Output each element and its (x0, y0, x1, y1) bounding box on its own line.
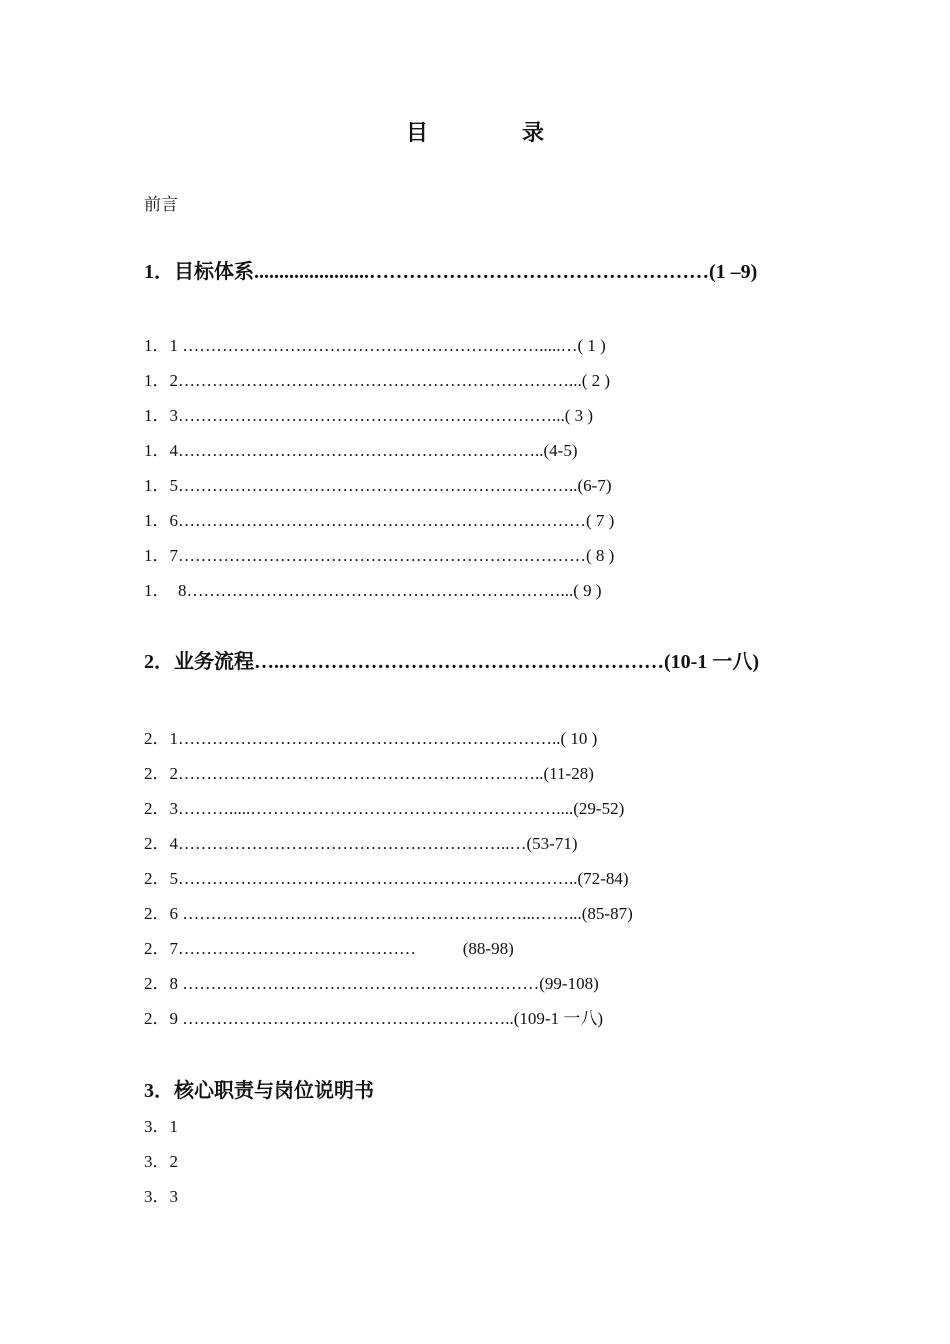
toc-entry: 2．5……………………………………………………………..(72-84) (144, 869, 629, 888)
toc-entry: 1．6………………………………………………………………( 7 ) (144, 511, 615, 530)
toc-entry: 1．4………………………………………………………..(4-5) (144, 441, 578, 460)
section-2-list (144, 728, 633, 1043)
toc-entry: 2．7…………………………………… (88-98) (144, 939, 514, 958)
toc-entry: 2．4…………………………………………………..…(53-71) (144, 834, 578, 853)
toc-entry: 1．2……………………………………………………………...( 2 ) (144, 371, 611, 390)
toc-entry: 2．1…………………………………………………………..( 10 ) (144, 729, 598, 748)
toc-entry: 3．2 (144, 1152, 178, 1171)
section-1-heading: 1．目标体系.......................……………………………………………(1 –9) (144, 261, 758, 283)
toc-entry: 1．7………………………………………………………………( 8 ) (144, 546, 615, 565)
section-3-list (144, 1116, 178, 1221)
toc-entry: 1．5……………………………………………………………..(6-7) (144, 476, 612, 495)
toc-entry: 2．6 ……………………………………………………...……...(85-87) (144, 904, 633, 923)
section-2-heading: 2．业务流程…..…………………………………………………(10-1 一八) (144, 651, 759, 673)
toc-entry: 1．1 ……………………………………………………….....…( 1 ) (144, 336, 606, 355)
toc-entry: 3．3 (144, 1187, 178, 1206)
toc-entry: 1． 8…………………………………………………………...( 9 ) (144, 581, 602, 600)
toc-entry: 2．9 …………………………………………………..(109-1 一八) (144, 1009, 603, 1028)
toc-entry: 2．2………………………………………………………..(11-28) (144, 764, 594, 783)
toc-entry: 3．1 (144, 1117, 178, 1136)
toc-entry: 2．8 ………………………………………………………(99-108) (144, 974, 599, 993)
toc-entry: 2．3……….....………………………………………………....(29-52) (144, 799, 625, 818)
page-title: 目 录 (405, 120, 580, 145)
section-3-heading: 3．核心职责与岗位说明书 (144, 1080, 374, 1102)
toc-entry: 1．3…………………………………………………………...( 3 ) (144, 406, 594, 425)
section-1-list (144, 335, 614, 615)
preface-label: 前言 (144, 195, 178, 214)
